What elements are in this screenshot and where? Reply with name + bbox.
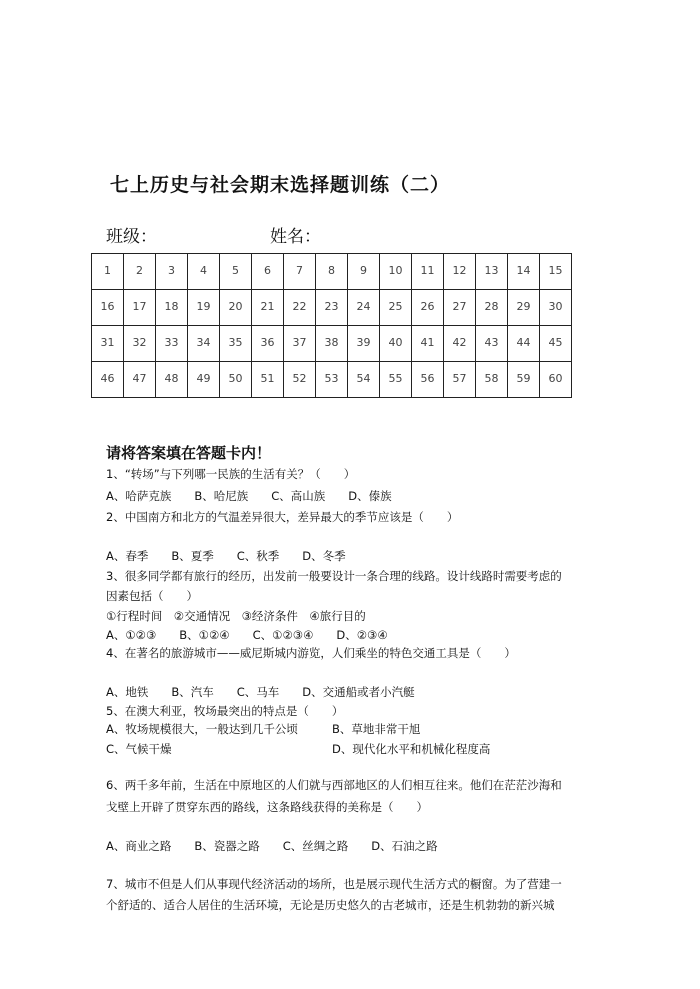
answer-cell[interactable] <box>92 326 124 362</box>
answer-cell[interactable] <box>476 362 508 398</box>
answer-cell-number: 47 <box>132 374 147 383</box>
answer-cell[interactable] <box>92 254 124 290</box>
answer-cell[interactable] <box>188 290 220 326</box>
answer-cell-number: 20 <box>228 302 243 311</box>
answer-cell[interactable] <box>92 290 124 326</box>
answer-cell-number: 21 <box>260 302 275 311</box>
answer-cell-number: 23 <box>324 302 339 311</box>
answer-cell[interactable] <box>316 290 348 326</box>
answer-cell-number: 22 <box>292 302 307 311</box>
answer-cell[interactable] <box>412 254 444 290</box>
answer-cell-number: 34 <box>196 338 211 347</box>
answer-cell[interactable] <box>380 362 412 398</box>
answer-cell[interactable] <box>220 362 252 398</box>
answer-cell-number: 36 <box>260 338 275 347</box>
answer-cell[interactable] <box>156 254 188 290</box>
answer-cell[interactable] <box>444 290 476 326</box>
question-2-options: A、春季 B、夏季 C、秋季 D、冬季 <box>106 549 346 563</box>
answer-cell-number: 54 <box>356 374 371 383</box>
answer-cell[interactable] <box>124 362 156 398</box>
answer-cell-number: 51 <box>260 374 275 383</box>
answer-cell-number: 8 <box>328 266 335 275</box>
answer-cell-number: 39 <box>356 338 371 347</box>
class-label: 班级： <box>106 227 157 247</box>
answer-cell-number: 57 <box>452 374 467 383</box>
answer-cell[interactable] <box>508 290 540 326</box>
answer-cell[interactable] <box>540 290 572 326</box>
answer-cell[interactable] <box>348 290 380 326</box>
answer-cell[interactable] <box>284 254 316 290</box>
answer-cell-number: 5 <box>232 266 239 275</box>
answer-cell-number: 44 <box>516 338 531 347</box>
answer-cell-number: 9 <box>360 266 367 275</box>
answer-cell-number: 3 <box>168 266 175 275</box>
answer-cell[interactable] <box>380 254 412 290</box>
answer-cell-number: 18 <box>164 302 179 311</box>
question-7-stem-line2: 个舒适的、适合人居住的生活环境，无论是历史悠久的古老城市，还是生机勃勃的新兴城 <box>106 898 555 912</box>
question-4-stem: 4、在著名的旅游城市——威尼斯城内游览，人们乘坐的特色交通工具是（ ） <box>106 646 516 660</box>
answer-cell[interactable] <box>540 254 572 290</box>
answer-cell-number: 4 <box>200 266 207 275</box>
answer-cell-number: 37 <box>292 338 307 347</box>
page-title: 七上历史与社会期末选择题训练（二） <box>110 174 451 196</box>
answer-cell-number: 30 <box>548 302 563 311</box>
answer-cell[interactable] <box>348 326 380 362</box>
answer-cell-number: 10 <box>388 266 403 275</box>
answer-cell-number: 24 <box>356 302 371 311</box>
answer-cell[interactable] <box>284 362 316 398</box>
question-6-options: A、商业之路 B、瓷器之路 C、丝绸之路 D、石油之路 <box>106 839 438 853</box>
answer-grid-row <box>92 326 572 362</box>
answer-cell-number: 46 <box>100 374 115 383</box>
answer-cell[interactable] <box>444 326 476 362</box>
answer-cell[interactable] <box>476 290 508 326</box>
answer-cell-number: 6 <box>264 266 271 275</box>
answer-cell-number: 2 <box>136 266 143 275</box>
answer-cell-number: 43 <box>484 338 499 347</box>
answer-grid-row <box>92 362 572 398</box>
answer-cell-number: 31 <box>100 338 115 347</box>
question-5-option-c: C、气候干燥 <box>106 742 172 756</box>
answer-cell[interactable] <box>252 290 284 326</box>
answer-cell[interactable] <box>252 326 284 362</box>
question-5-stem: 5、在澳大利亚，牧场最突出的特点是（ ） <box>106 704 344 718</box>
answer-cell-number: 58 <box>484 374 499 383</box>
answer-cell[interactable] <box>348 254 380 290</box>
answer-cell[interactable] <box>220 290 252 326</box>
answer-cell-number: 1 <box>104 266 111 275</box>
answer-cell[interactable] <box>252 362 284 398</box>
answer-cell[interactable] <box>316 254 348 290</box>
answer-cell-number: 40 <box>388 338 403 347</box>
answer-cell[interactable] <box>444 362 476 398</box>
question-1-options: A、哈萨克族 B、哈尼族 C、高山族 D、傣族 <box>106 489 392 503</box>
name-label: 姓名： <box>270 227 321 247</box>
answer-cell-number: 7 <box>296 266 303 275</box>
answer-cell-number: 42 <box>452 338 467 347</box>
answer-cell[interactable] <box>156 362 188 398</box>
answer-cell[interactable] <box>124 254 156 290</box>
answer-cell[interactable] <box>284 290 316 326</box>
answer-cell-number: 35 <box>228 338 243 347</box>
answer-cell-number: 55 <box>388 374 403 383</box>
answer-grid-row <box>92 290 572 326</box>
answer-cell-number: 17 <box>132 302 147 311</box>
answer-cell[interactable] <box>316 362 348 398</box>
question-5-option-b: B、草地非常干旭 <box>332 722 421 736</box>
question-3-stem-line1: 3、很多同学都有旅行的经历，出发前一般要设计一条合理的线路。设计线路时需要考虑的 <box>106 569 562 583</box>
answer-grid-row <box>92 254 572 290</box>
question-5-option-d: D、现代化水平和机械化程度高 <box>332 742 491 756</box>
answer-cell[interactable] <box>124 326 156 362</box>
question-4-options: A、地铁 B、汽车 C、马车 D、交通船或者小汽艇 <box>106 685 415 699</box>
answer-cell-number: 59 <box>516 374 531 383</box>
answer-cell[interactable] <box>220 326 252 362</box>
answer-cell[interactable] <box>412 362 444 398</box>
answer-cell[interactable] <box>412 290 444 326</box>
answer-cell[interactable] <box>508 254 540 290</box>
answer-cell[interactable] <box>508 326 540 362</box>
question-6-stem-line2: 戈壁上开辟了贯穿东西的路线，这条路线获得的美称是（ ） <box>106 800 428 814</box>
question-5-option-a: A、牧场规模很大，一般达到几千公顷 <box>106 722 298 736</box>
answer-cell-number: 38 <box>324 338 339 347</box>
answer-grid <box>91 253 572 398</box>
answer-cell-number: 16 <box>100 302 115 311</box>
answer-cell-number: 41 <box>420 338 435 347</box>
answer-cell[interactable] <box>124 290 156 326</box>
answer-cell[interactable] <box>92 362 124 398</box>
answer-cell-number: 19 <box>196 302 211 311</box>
answer-cell[interactable] <box>476 254 508 290</box>
answer-cell-number: 11 <box>420 266 435 275</box>
answer-cell[interactable] <box>540 362 572 398</box>
answer-cell-number: 29 <box>516 302 531 311</box>
answer-cell[interactable] <box>540 326 572 362</box>
answer-cell[interactable] <box>316 326 348 362</box>
answer-cell-number: 33 <box>164 338 179 347</box>
answer-cell[interactable] <box>348 362 380 398</box>
answer-cell[interactable] <box>412 326 444 362</box>
answer-cell[interactable] <box>476 326 508 362</box>
notice-heading: 请将答案填在答题卡内！ <box>106 444 272 462</box>
answer-cell[interactable] <box>188 254 220 290</box>
answer-cell[interactable] <box>380 290 412 326</box>
answer-cell-number: 45 <box>548 338 563 347</box>
answer-cell[interactable] <box>252 254 284 290</box>
answer-cell[interactable] <box>156 290 188 326</box>
answer-cell-number: 13 <box>484 266 499 275</box>
answer-cell-number: 56 <box>420 374 435 383</box>
answer-cell-number: 53 <box>324 374 339 383</box>
answer-cell[interactable] <box>284 326 316 362</box>
answer-cell-number: 28 <box>484 302 499 311</box>
answer-cell[interactable] <box>188 326 220 362</box>
answer-cell-number: 52 <box>292 374 307 383</box>
question-3-stem-line2: 因素包括（ ） <box>106 589 198 603</box>
answer-cell-number: 14 <box>516 266 531 275</box>
question-2-stem: 2、中国南方和北方的气温差异很大，差异最大的季节应该是（ ） <box>106 510 459 524</box>
answer-cell[interactable] <box>188 362 220 398</box>
answer-cell-number: 32 <box>132 338 147 347</box>
answer-cell[interactable] <box>508 362 540 398</box>
answer-cell-number: 60 <box>548 374 563 383</box>
answer-cell[interactable] <box>220 254 252 290</box>
question-3-factors: ①行程时间 ②交通情况 ③经济条件 ④旅行目的 <box>106 609 366 623</box>
question-1-stem: 1、“转场”与下列哪一民族的生活有关？（ ） <box>106 467 356 481</box>
answer-cell-number: 15 <box>548 266 563 275</box>
question-7-stem-line1: 7、城市不但是人们从事现代经济活动的场所，也是展示现代生活方式的橱窗。为了营建一 <box>106 877 562 891</box>
answer-cell-number: 25 <box>388 302 403 311</box>
answer-cell-number: 27 <box>452 302 467 311</box>
question-6-stem-line1: 6、两千多年前，生活在中原地区的人们就与西部地区的人们相互往来。他们在茫茫沙海和 <box>106 778 562 792</box>
answer-cell[interactable] <box>156 326 188 362</box>
answer-cell-number: 50 <box>228 374 243 383</box>
answer-cell[interactable] <box>444 254 476 290</box>
answer-cell-number: 48 <box>164 374 179 383</box>
answer-cell-number: 26 <box>420 302 435 311</box>
answer-cell-number: 12 <box>452 266 467 275</box>
answer-cell[interactable] <box>380 326 412 362</box>
question-3-options: A、①②③ B、①②④ C、①②③④ D、②③④ <box>106 628 388 642</box>
answer-cell-number: 49 <box>196 374 211 383</box>
